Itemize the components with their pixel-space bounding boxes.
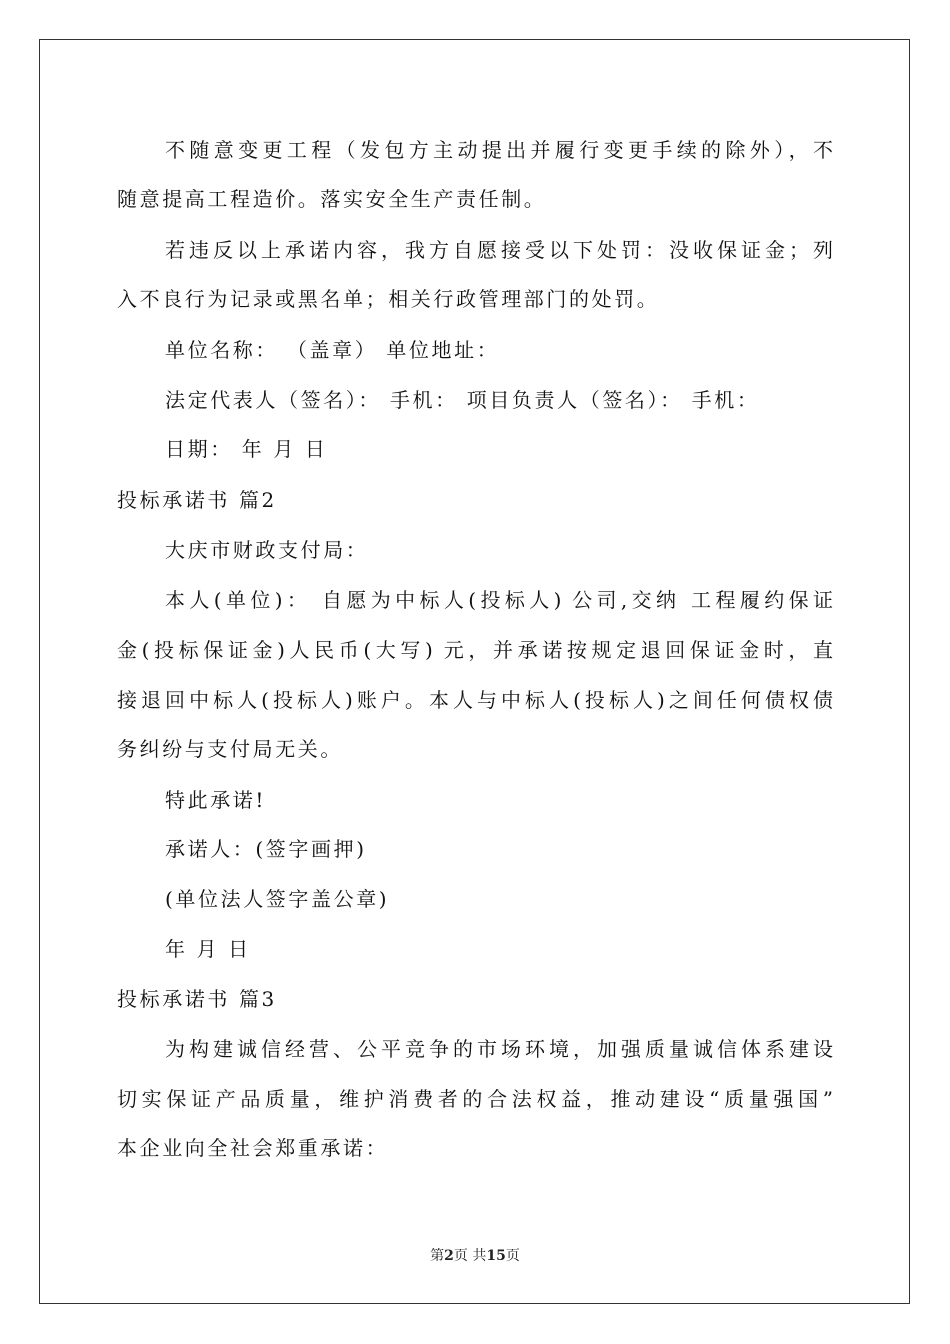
signature-field-line: 法定代表人（签名）： 手机： 项目负责人（签名）： 手机： (165, 388, 760, 412)
date-line: 日期： 年 月 日 (165, 437, 328, 461)
paragraph-line: 务纠纷与支付局无关。 (117, 737, 343, 761)
footer-prefix: 第 (430, 1248, 445, 1264)
section-heading: 投标承诺书 篇3 (117, 987, 277, 1011)
footer-suffix: 页 (505, 1248, 520, 1264)
page-footer (0, 1247, 950, 1265)
paragraph-line: 接退回中标人(投标人)账户。本人与中标人(投标人)之间任何债权债 (117, 688, 833, 712)
signature-field-line: 单位名称： （盖章） 单位地址： (165, 338, 500, 362)
paragraph-line: 金(投标保证金)人民币(大写) 元，并承诺按规定退回保证金时，直 (117, 638, 833, 662)
total-page-count: 15 (486, 1248, 506, 1264)
closing-line: 特此承诺! (165, 788, 267, 812)
paragraph-line: 随意提高工程造价。落实安全生产责任制。 (117, 187, 547, 211)
signature-field-line: 承诺人：(签字画押) (165, 837, 367, 861)
paragraph-line: 切实保证产品质量，维护消费者的合法权益，推动建设“质量强国” (117, 1087, 833, 1111)
section-heading: 投标承诺书 篇2 (117, 488, 277, 512)
footer-middle: 页 共 (453, 1248, 487, 1264)
paragraph-line: 入不良行为记录或黑名单；相关行政管理部门的处罚。 (117, 287, 660, 311)
paragraph-line: 不随意变更工程（发包方主动提出并履行变更手续的除外），不 (165, 138, 833, 162)
paragraph-line: 本企业向全社会郑重承诺： (117, 1136, 389, 1160)
date-line: 年 月 日 (165, 937, 251, 961)
paragraph-line: 为构建诚信经营、公平竞争的市场环境，加强质量诚信体系建设 (165, 1037, 833, 1061)
page-border (39, 39, 910, 1304)
current-page-number: 2 (444, 1248, 454, 1264)
paragraph-line: 若违反以上承诺内容，我方自愿接受以下处罚：没收保证金；列 (165, 238, 833, 262)
signature-field-line: (单位法人签字盖公章) (165, 887, 390, 911)
addressee-line: 大庆市财政支付局： (165, 538, 369, 562)
paragraph-line: 本人(单位)： 自愿为中标人(投标人) 公司,交纳 工程履约保证 (165, 588, 833, 612)
